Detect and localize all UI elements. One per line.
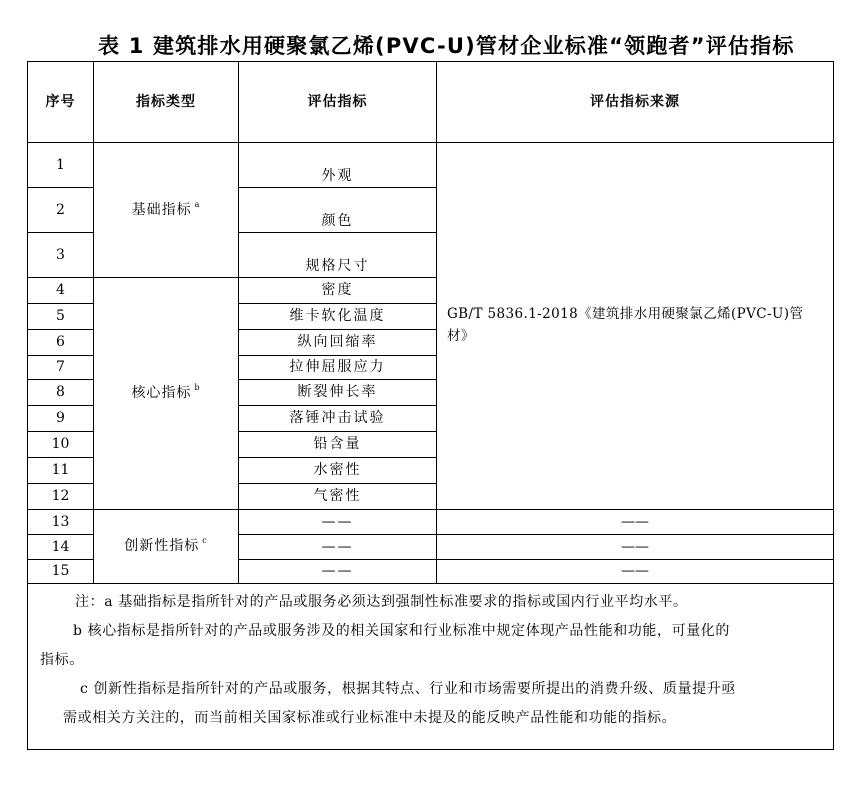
seq-cell: 4	[28, 278, 94, 304]
type-label: 创新性指标	[124, 538, 200, 555]
header-seq: 序号	[28, 62, 94, 143]
footnote-mark: b	[194, 383, 201, 393]
seq-cell: 10	[28, 432, 94, 458]
source-cell: ——	[437, 535, 834, 560]
note-c-continued: 需或相关方关注的，而当前相关国家标准或行业标准中未提及的能反映产品性能和功能的指标。	[63, 710, 677, 726]
note-b: b 核心指标是指所针对的产品或服务涉及的相关国家和行业标准中规定体现产品性能和功能，可量化的	[73, 623, 731, 639]
indicator-cell: 气密性	[239, 484, 437, 510]
type-label: 基础指标	[131, 201, 192, 218]
seq-cell: 13	[28, 510, 94, 535]
indicator-cell: 颜色	[239, 188, 437, 233]
note-a: 注：a 基础指标是指所针对的产品或服务必须达到强制性标准要求的指标或国内行业平均水平。	[75, 594, 688, 610]
indicator-cell: 纵向回缩率	[239, 330, 437, 356]
header-type: 指标类型	[94, 62, 239, 143]
indicator-cell: 外观	[239, 143, 437, 188]
indicator-table	[27, 61, 834, 750]
indicator-cell: 断裂伸长率	[239, 380, 437, 406]
type-innovative	[94, 510, 239, 584]
indicator-cell: 密度	[239, 278, 437, 304]
shared-source-cell: GB/T 5836.1-2018《建筑排水用硬聚氯乙烯(PVC-U)管材》	[437, 143, 834, 510]
header-source: 评估指标来源	[437, 62, 834, 143]
indicator-cell: 落锤冲击试验	[239, 406, 437, 432]
type-core	[94, 278, 239, 510]
seq-cell: 3	[28, 233, 94, 278]
seq-cell: 15	[28, 560, 94, 584]
seq-cell: 2	[28, 188, 94, 233]
indicator-cell: 规格尺寸	[239, 233, 437, 278]
indicator-cell: ——	[239, 560, 437, 584]
notes-row	[28, 584, 834, 750]
table-row	[28, 510, 834, 535]
indicator-cell: 水密性	[239, 458, 437, 484]
seq-cell: 5	[28, 304, 94, 330]
indicator-cell: 拉伸屈服应力	[239, 356, 437, 380]
indicator-cell: 铅含量	[239, 432, 437, 458]
note-b-continued: 指标。	[40, 652, 84, 668]
header-indicator: 评估指标	[239, 62, 437, 143]
footnote-mark: a	[194, 199, 201, 209]
seq-cell: 1	[28, 143, 94, 188]
table-row	[28, 143, 834, 188]
seq-cell: 11	[28, 458, 94, 484]
notes-cell	[28, 584, 834, 750]
source-cell: ——	[437, 560, 834, 584]
seq-cell: 9	[28, 406, 94, 432]
seq-cell: 7	[28, 356, 94, 380]
seq-cell: 6	[28, 330, 94, 356]
type-label: 核心指标	[131, 385, 192, 402]
indicator-cell: ——	[239, 535, 437, 560]
seq-cell: 8	[28, 380, 94, 406]
type-basic	[94, 143, 239, 278]
footnote-mark: c	[202, 536, 208, 546]
indicator-cell: 维卡软化温度	[239, 304, 437, 330]
indicator-cell: ——	[239, 510, 437, 535]
table-header-row	[28, 62, 834, 143]
seq-cell: 12	[28, 484, 94, 510]
table-title: 表 1 建筑排水用硬聚氯乙烯(PVC-U)管材企业标准“领跑者”评估指标	[98, 34, 795, 58]
seq-cell: 14	[28, 535, 94, 560]
note-c: c 创新性指标是指所针对的产品或服务，根据其特点、行业和市场需要所提出的消费升级、质量提升亟	[80, 681, 736, 697]
source-cell: ——	[437, 510, 834, 535]
